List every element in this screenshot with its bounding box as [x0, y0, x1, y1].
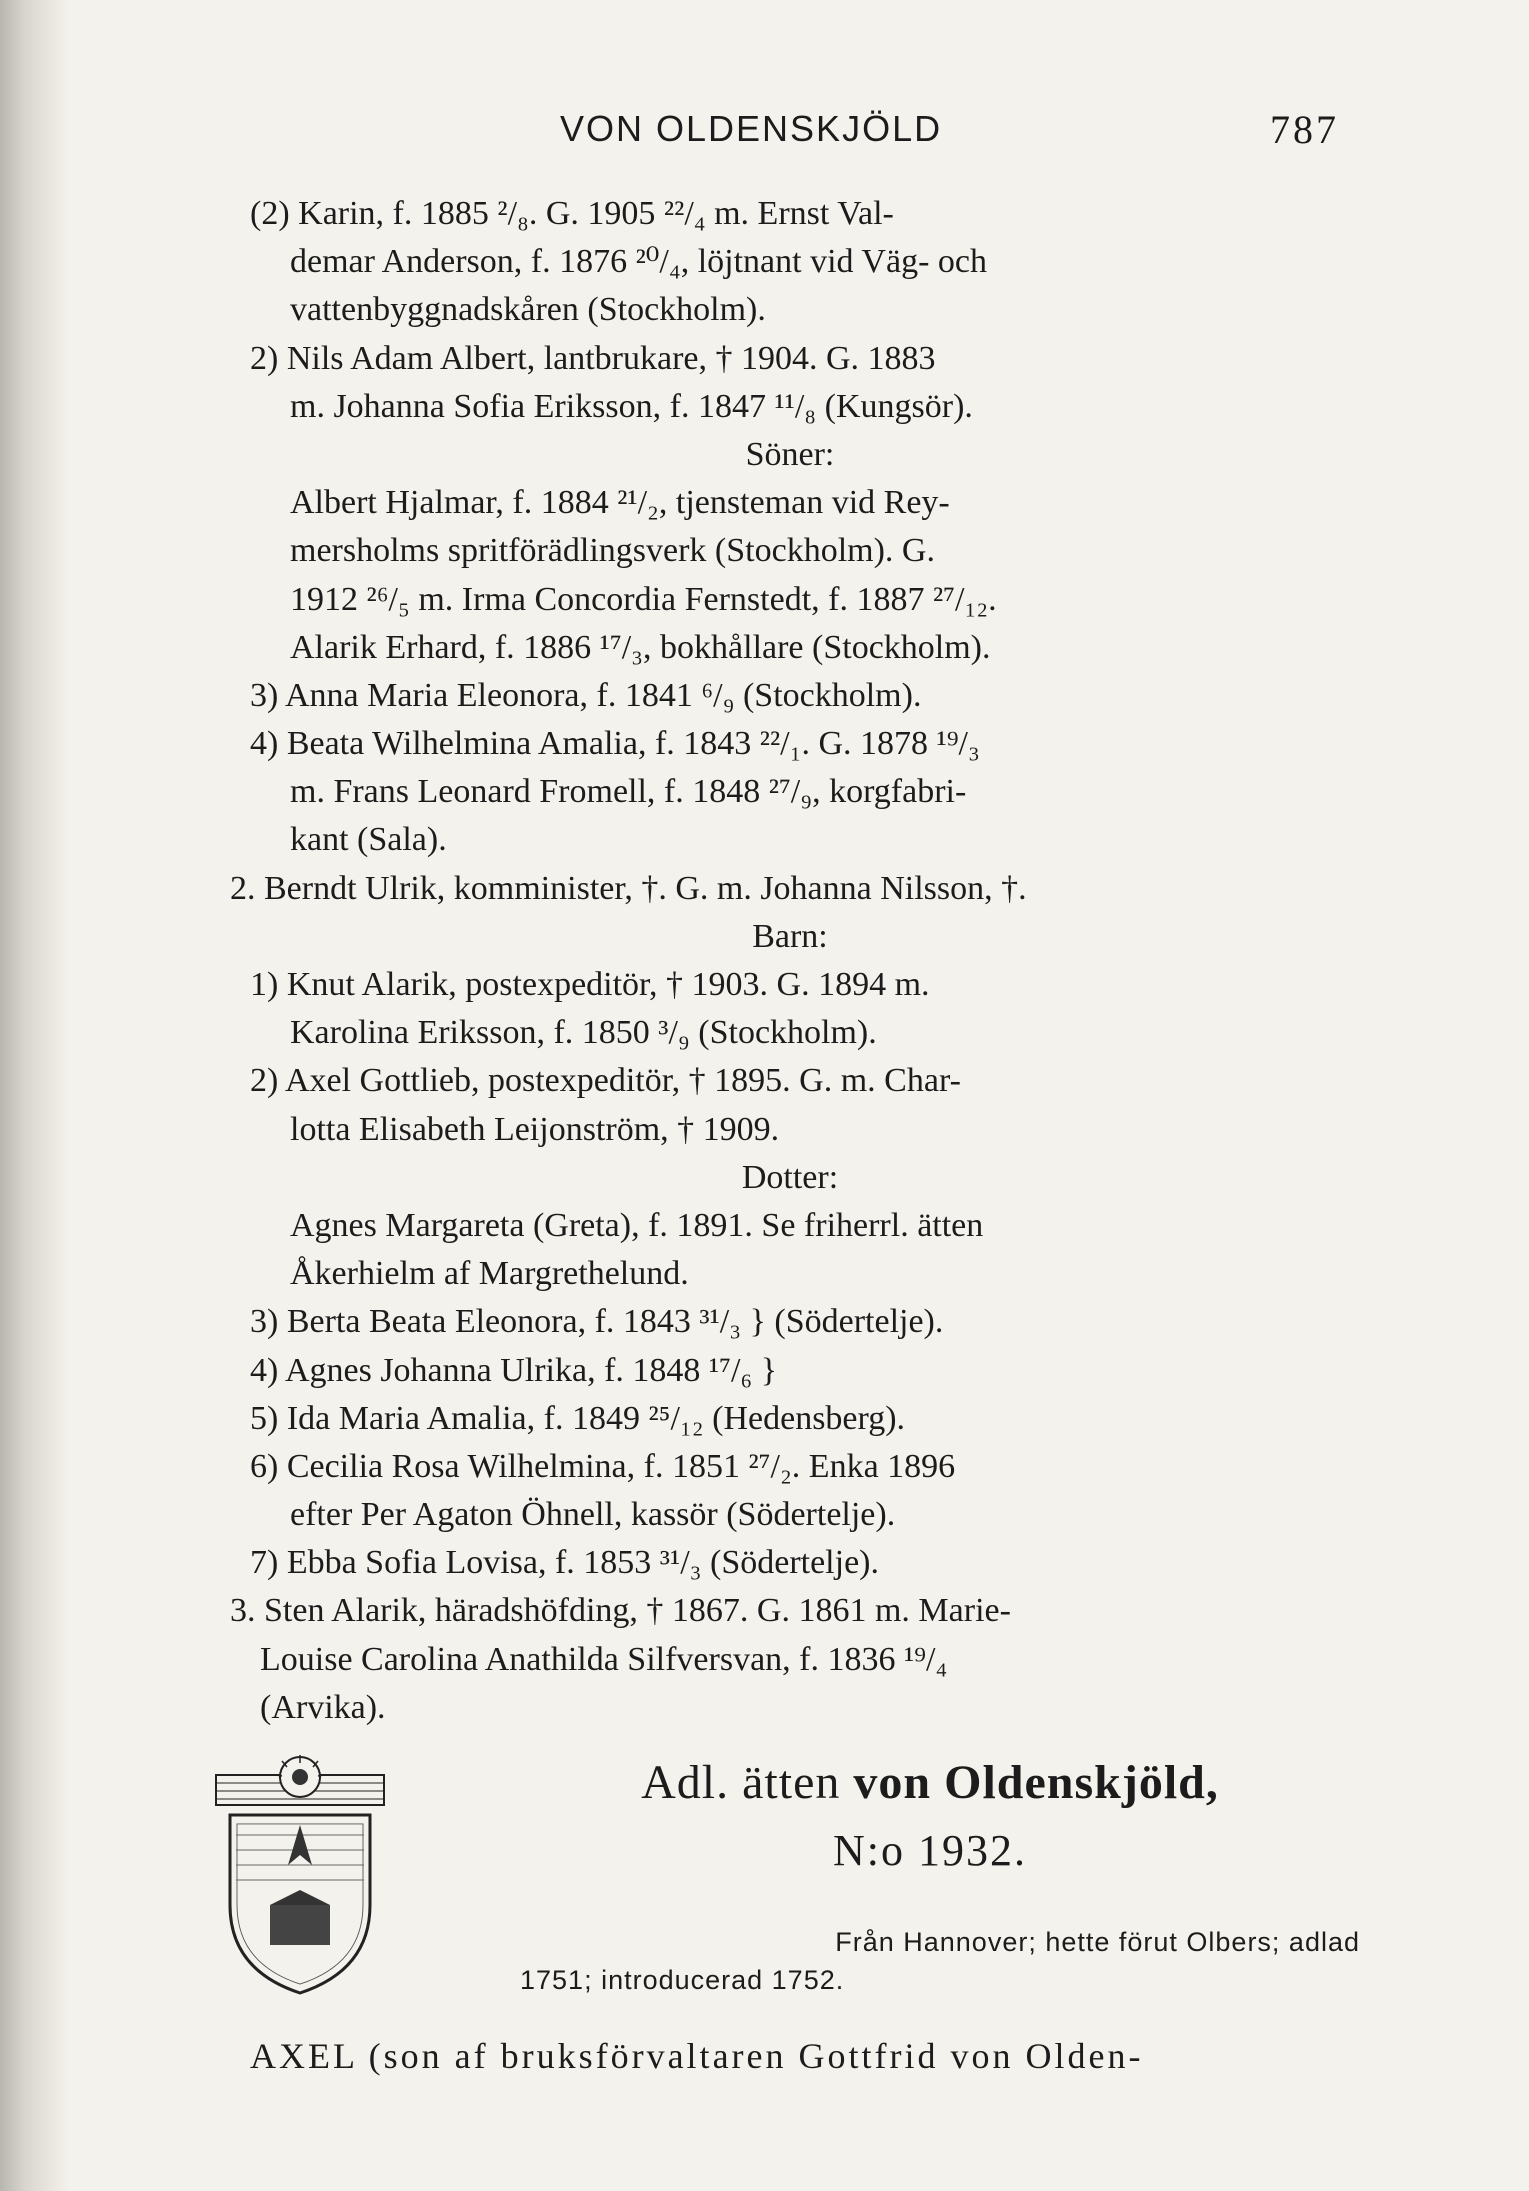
text-line: 3. Sten Alarik, häradshöfding, † 1867. G. 1861 m. Marie-	[230, 1592, 1011, 1630]
page-header	[0, 100, 1529, 160]
text-line: 1912 ²⁶/₅ m. Irma Concordia Fernstedt, f. 1887 ²⁷/₁₂.	[290, 580, 997, 618]
running-head: VON OLDENSKJÖLD	[560, 108, 943, 149]
coat-of-arms-icon	[210, 1755, 390, 1995]
text-line: 2) Axel Gottlieb, postexpeditör, † 1895. G. m. Char-	[250, 1062, 961, 1100]
text-line: Alarik Erhard, f. 1886 ¹⁷/₃, bokhållare (Stockholm).	[290, 628, 991, 666]
genealogy-text	[230, 190, 1350, 1732]
text-line: 4) Agnes Johanna Ulrika, f. 1848 ¹⁷/₆ }	[250, 1351, 778, 1389]
text-line: Agnes Margareta (Greta), f. 1891. Se friherrl. ätten	[290, 1206, 984, 1244]
family-number: N:o 1932.	[833, 1826, 1027, 1875]
page-edge-shadow	[0, 0, 70, 2191]
page-number: 787	[1270, 107, 1339, 152]
text-line: Louise Carolina Anathilda Silfversvan, f. 1836 ¹⁹/₄	[260, 1640, 948, 1678]
text-line: 4) Beata Wilhelmina Amalia, f. 1843 ²²/₁. G. 1878 ¹⁹/₃	[250, 725, 980, 763]
text-line: 2) Nils Adam Albert, lantbrukare, † 1904. G. 1883	[250, 339, 936, 377]
text-line: kant (Sala).	[290, 821, 447, 859]
text-line: vattenbyggnadskåren (Stockholm).	[290, 291, 766, 329]
text-line: Åkerhielm af Margrethelund.	[290, 1255, 689, 1293]
text-line: 1) Knut Alarik, postexpeditör, † 1903. G. 1894 m.	[250, 966, 930, 1003]
family-note-line: 1751; introducerad 1752.	[520, 1965, 845, 1995]
text-line: 5) Ida Maria Amalia, f. 1849 ²⁵/₁₂ (Hedensberg).	[250, 1399, 906, 1437]
family-note-line: Från Hannover; hette förut Olbers; adlad	[835, 1927, 1360, 1957]
family-note	[520, 1923, 1360, 1999]
family-entry	[180, 1745, 1360, 2065]
text-line: 3) Berta Beata Eleonora, f. 1843 ³¹/₃ } (Södertelje).	[250, 1303, 944, 1341]
text-line: (2) Karin, f. 1885 ²/₈. G. 1905 ²²/₄ m. Ernst Val-	[250, 195, 894, 232]
text-line: lotta Elisabeth Leijonström, † 1909.	[290, 1110, 780, 1148]
text-line: 6) Cecilia Rosa Wilhelmina, f. 1851 ²⁷/₂. Enka 1896	[250, 1447, 956, 1485]
text-line: Söner:	[745, 435, 835, 473]
text-line: m. Frans Leonard Fromell, f. 1848 ²⁷/₉, korgfabri-	[290, 773, 967, 811]
text-line: mersholms spritförädlingsverk (Stockholm). G.	[290, 532, 935, 570]
text-line: Albert Hjalmar, f. 1884 ²¹/₂, tjensteman vid Rey-	[290, 484, 950, 522]
text-line: Barn:	[752, 917, 828, 955]
text-line: 7) Ebba Sofia Lovisa, f. 1853 ³¹/₃ (Södertelje).	[250, 1544, 879, 1582]
family-title-prefix: Adl. ätten	[641, 1756, 841, 1809]
family-title	[520, 1755, 1340, 1810]
text-line: demar Anderson, f. 1876 ²⁰/₄, löjtnant vid Väg- och	[290, 243, 987, 281]
family-title-name: von Oldenskjöld,	[853, 1756, 1219, 1809]
text-line: m. Johanna Sofia Eriksson, f. 1847 ¹¹/₈ (Kungsör).	[290, 387, 973, 425]
text-line: 3) Anna Maria Eleonora, f. 1841 ⁶/₉ (Stockholm).	[250, 676, 922, 714]
text-line: Dotter:	[741, 1158, 839, 1196]
footer-line: AXEL (son af bruksförvaltaren Gottfrid von Olden-	[250, 2036, 1144, 2076]
text-line: efter Per Agaton Öhnell, kassör (Södertelje).	[290, 1496, 896, 1534]
text-line: (Arvika).	[260, 1688, 386, 1726]
text-line: Karolina Eriksson, f. 1850 ³/₉ (Stockholm).	[290, 1014, 877, 1052]
text-line: 2. Berndt Ulrik, komminister, †. G. m. Johanna Nilsson, †.	[230, 869, 1027, 907]
